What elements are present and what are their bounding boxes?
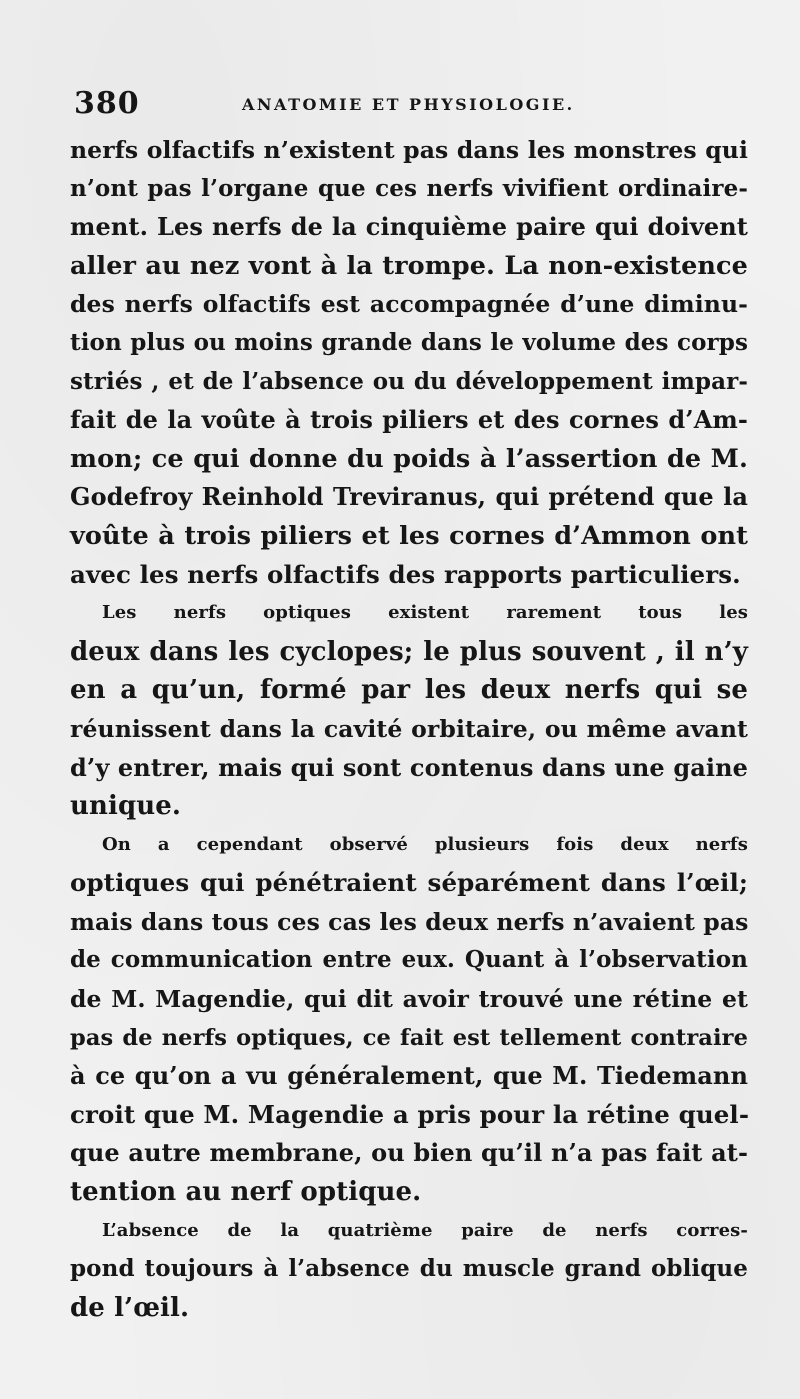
paragraph-1 [70, 131, 748, 594]
running-head: ANATOMIE ET PHYSIOLOGIE. [242, 95, 575, 114]
text-line: des nerfs olfactifs est accompagnée d’une diminu- [70, 290, 748, 319]
text-line: à ce qu’on a vu généralement, que M. Tiedemann [70, 1061, 748, 1091]
text-line: striés , et de l’absence ou du développement impar- [70, 367, 748, 395]
text-line: voûte à trois piliers et les cornes d’Ammon ont [70, 520, 748, 551]
text-line: d’y entrer, mais qui sont contenus dans une gaine [70, 752, 748, 782]
page-number: 380 [74, 86, 140, 121]
text-line: croit que M. Magendie a pris pour la rétine quel- [70, 1099, 750, 1129]
text-line: unique. [70, 791, 182, 822]
text-line: tion plus ou moins grande dans le volume des corps [70, 328, 748, 356]
text-line: de M. Magendie, qui dit avoir trouvé une rétine et [70, 985, 748, 1014]
text-line: Les nerfs optiques existent rarement tous les [102, 602, 748, 624]
body-text [70, 131, 748, 1327]
text-line: de l’œil. [70, 1292, 190, 1323]
text-line: n’ont pas l’organe que ces nerfs vivifient ordinaire- [70, 174, 748, 202]
text-line: de communication entre eux. Quant à l’observation [70, 946, 748, 974]
paragraph-2 [70, 594, 748, 826]
text-line: que autre membrane, ou bien qu’il n’a pas fait at- [70, 1138, 748, 1168]
text-line: On a cependant observé plusieurs fois deux nerfs [102, 833, 748, 855]
text-line: avec les nerfs olfactifs des rapports particuliers. [70, 559, 741, 589]
text-line: pond toujours à l’absence du muscle grand oblique [70, 1255, 748, 1283]
text-line: en a qu’un, formé par les deux nerfs qui se [70, 675, 748, 706]
text-line: réunissent dans la cavité orbitaire, ou même avant [70, 714, 748, 743]
paragraph-3 [70, 826, 748, 1212]
text-line: tention au nerf optique. [70, 1177, 422, 1208]
text-line: Godefroy Reinhold Treviranus, qui prétend que la [70, 482, 748, 512]
text-line: optiques qui pénétraient séparément dans l’œil; [70, 868, 748, 898]
text-line: pas de nerfs optiques, ce fait est tellement contraire [70, 1024, 748, 1051]
text-line: ment. Les nerfs de la cinquième paire qui doivent [70, 212, 748, 242]
text-line: fait de la voûte à trois piliers et des cornes d’Am- [70, 405, 748, 435]
page-header [72, 86, 752, 126]
text-line: L’absence de la quatrième paire de nerfs corres- [102, 1219, 748, 1241]
text-line: nerfs olfactifs n’existent pas dans les monstres qui [70, 136, 748, 164]
text-line: deux dans les cyclopes; le plus souvent , il n’y [70, 636, 748, 667]
text-line: mon; ce qui donne du poids à l’assertion de M. [70, 443, 748, 474]
text-line: aller au nez vont à la trompe. La non-existence [70, 250, 748, 281]
paragraph-4 [70, 1212, 748, 1328]
text-line: mais dans tous ces cas les deux nerfs n’avaient pas [70, 907, 749, 936]
